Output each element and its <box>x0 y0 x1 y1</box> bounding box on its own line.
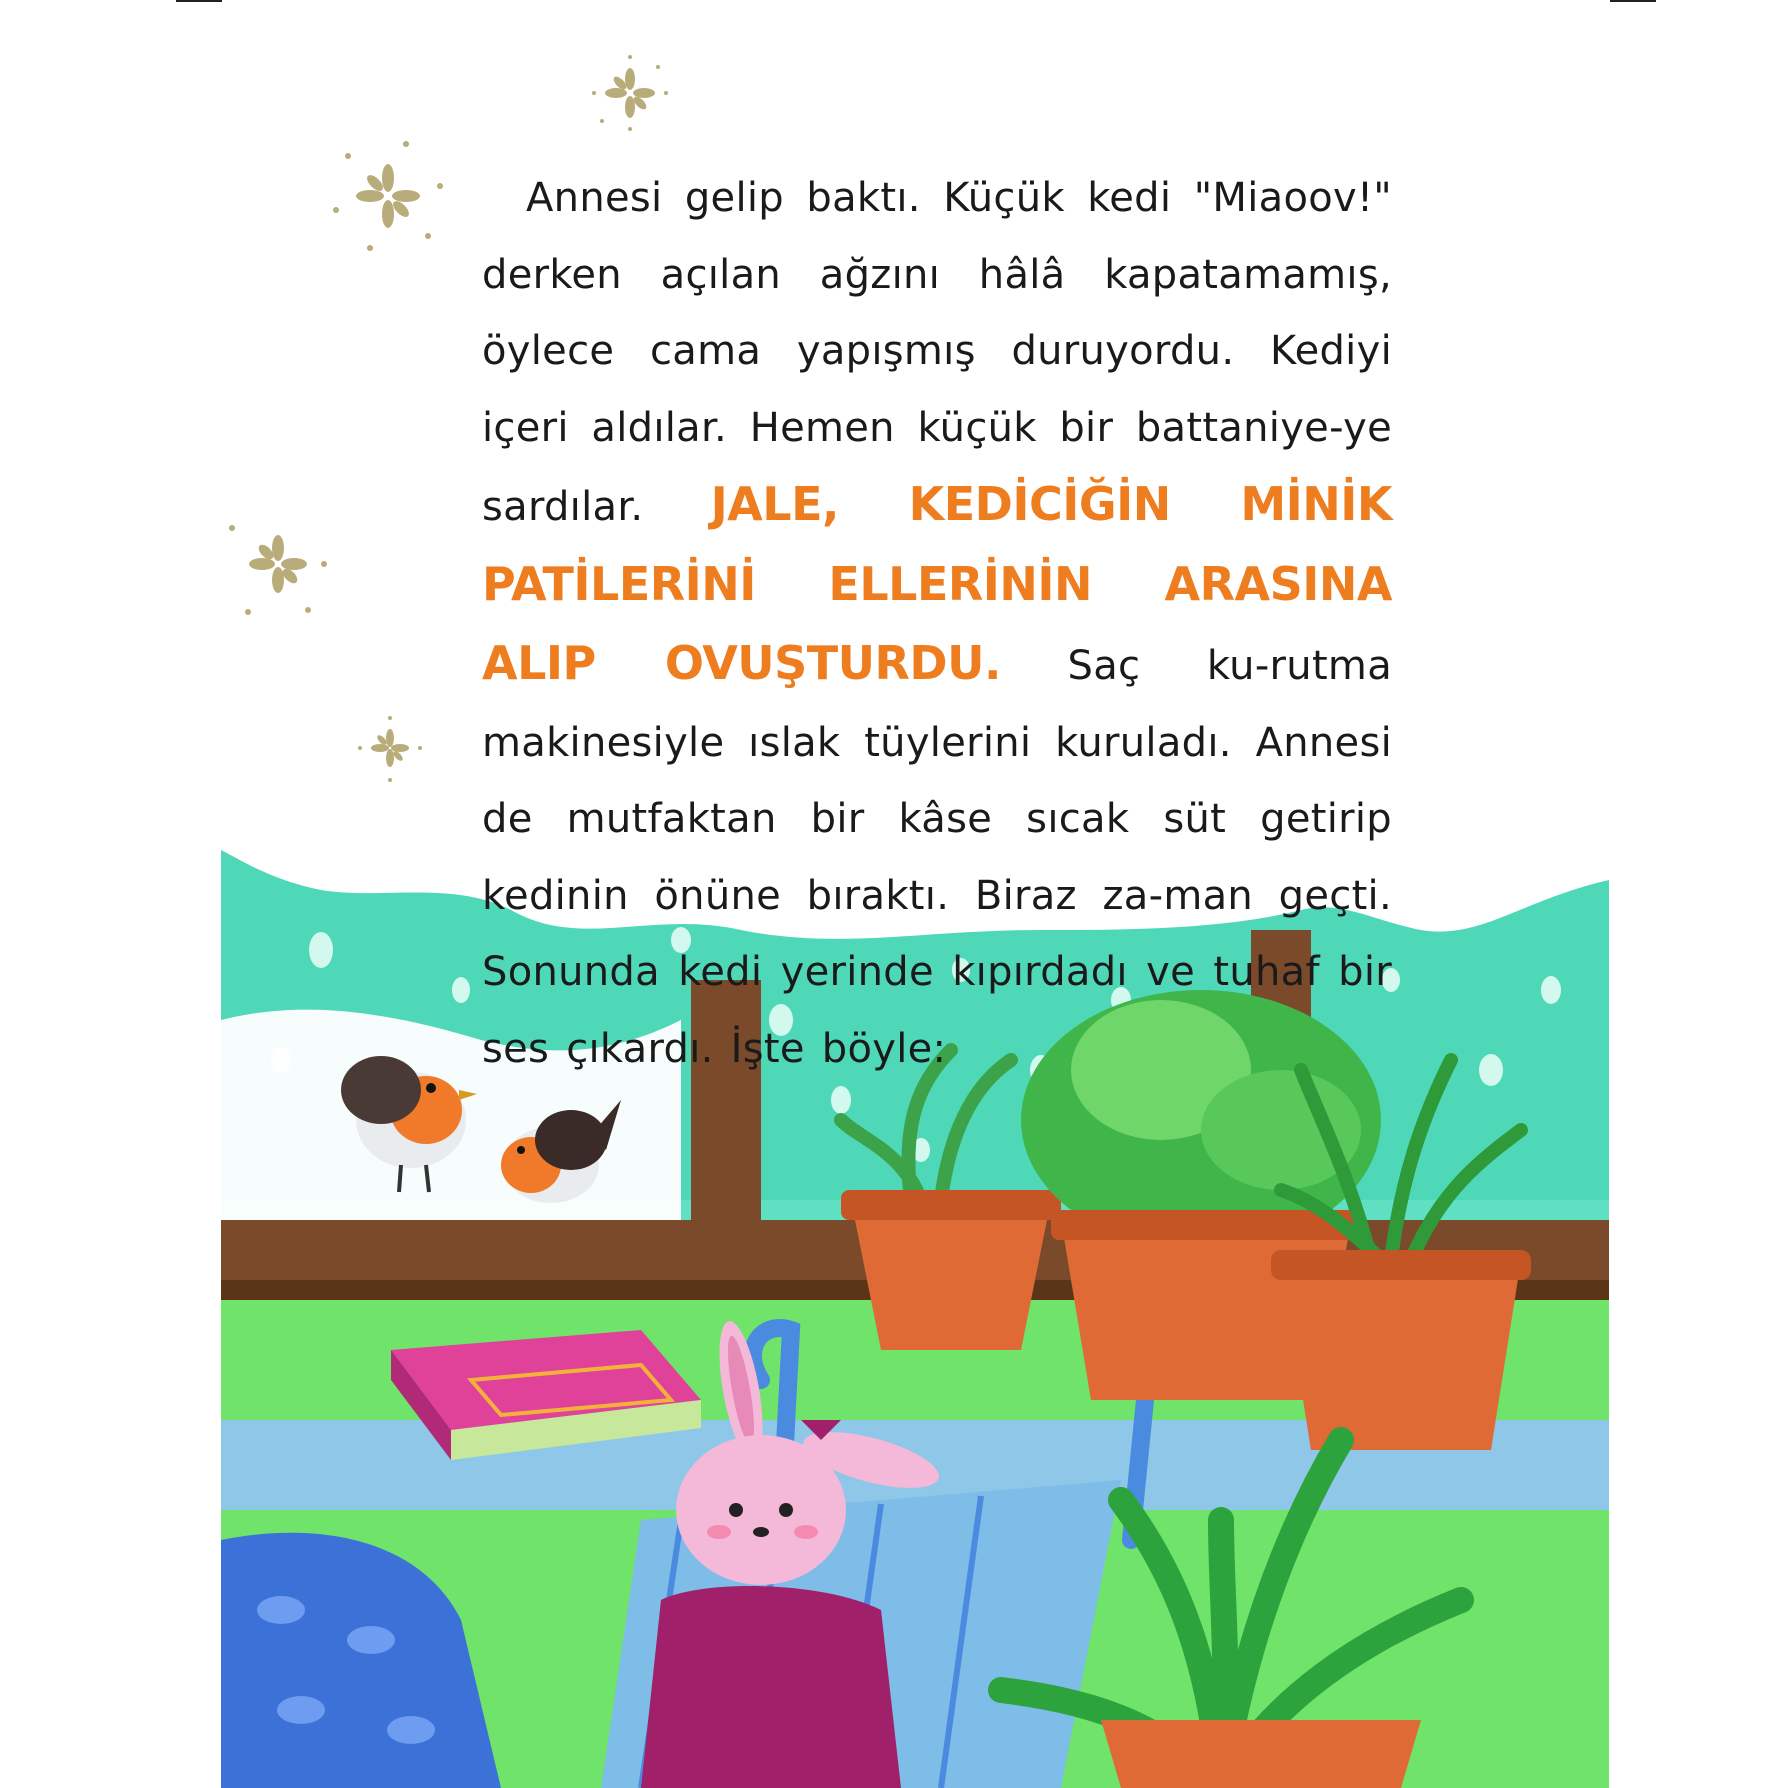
story-text-after: Saç ku-rutma makinesiyle ıslak tüylerini kuruladı. Annesi de mutfaktan bir kâse sıcak süt getirip kedinin önüne bıraktı. Biraz za-man geçti. Sonunda kedi yerinde kıpırdadı ve tuhaf bir ses çıkardı. İşte böyle: <box>482 643 1393 1072</box>
story-text-before: Annesi gelip baktı. Küçük kedi "Miaoov!" derken açılan ağzını hâlâ kapatamamış, öylece cama yapışmış duruyordu. Kediyi içeri aldılar. Hemen küçük bir battaniye-ye sardılar. <box>482 175 1392 530</box>
sparkle-icon <box>580 48 680 138</box>
story-paragraph <box>482 160 1392 1087</box>
crop-mark-left <box>176 0 222 2</box>
sparkle-icon <box>326 134 450 258</box>
story-highlight: JALE, KEDİCİĞİN MİNİK PATİLERİNİ ELLERİNİN ARASINA ALIP OVUŞTURDU. <box>482 477 1393 690</box>
sparkle-icon <box>222 508 334 620</box>
sparkle-icon <box>350 708 430 788</box>
crop-mark-right <box>1610 0 1656 2</box>
